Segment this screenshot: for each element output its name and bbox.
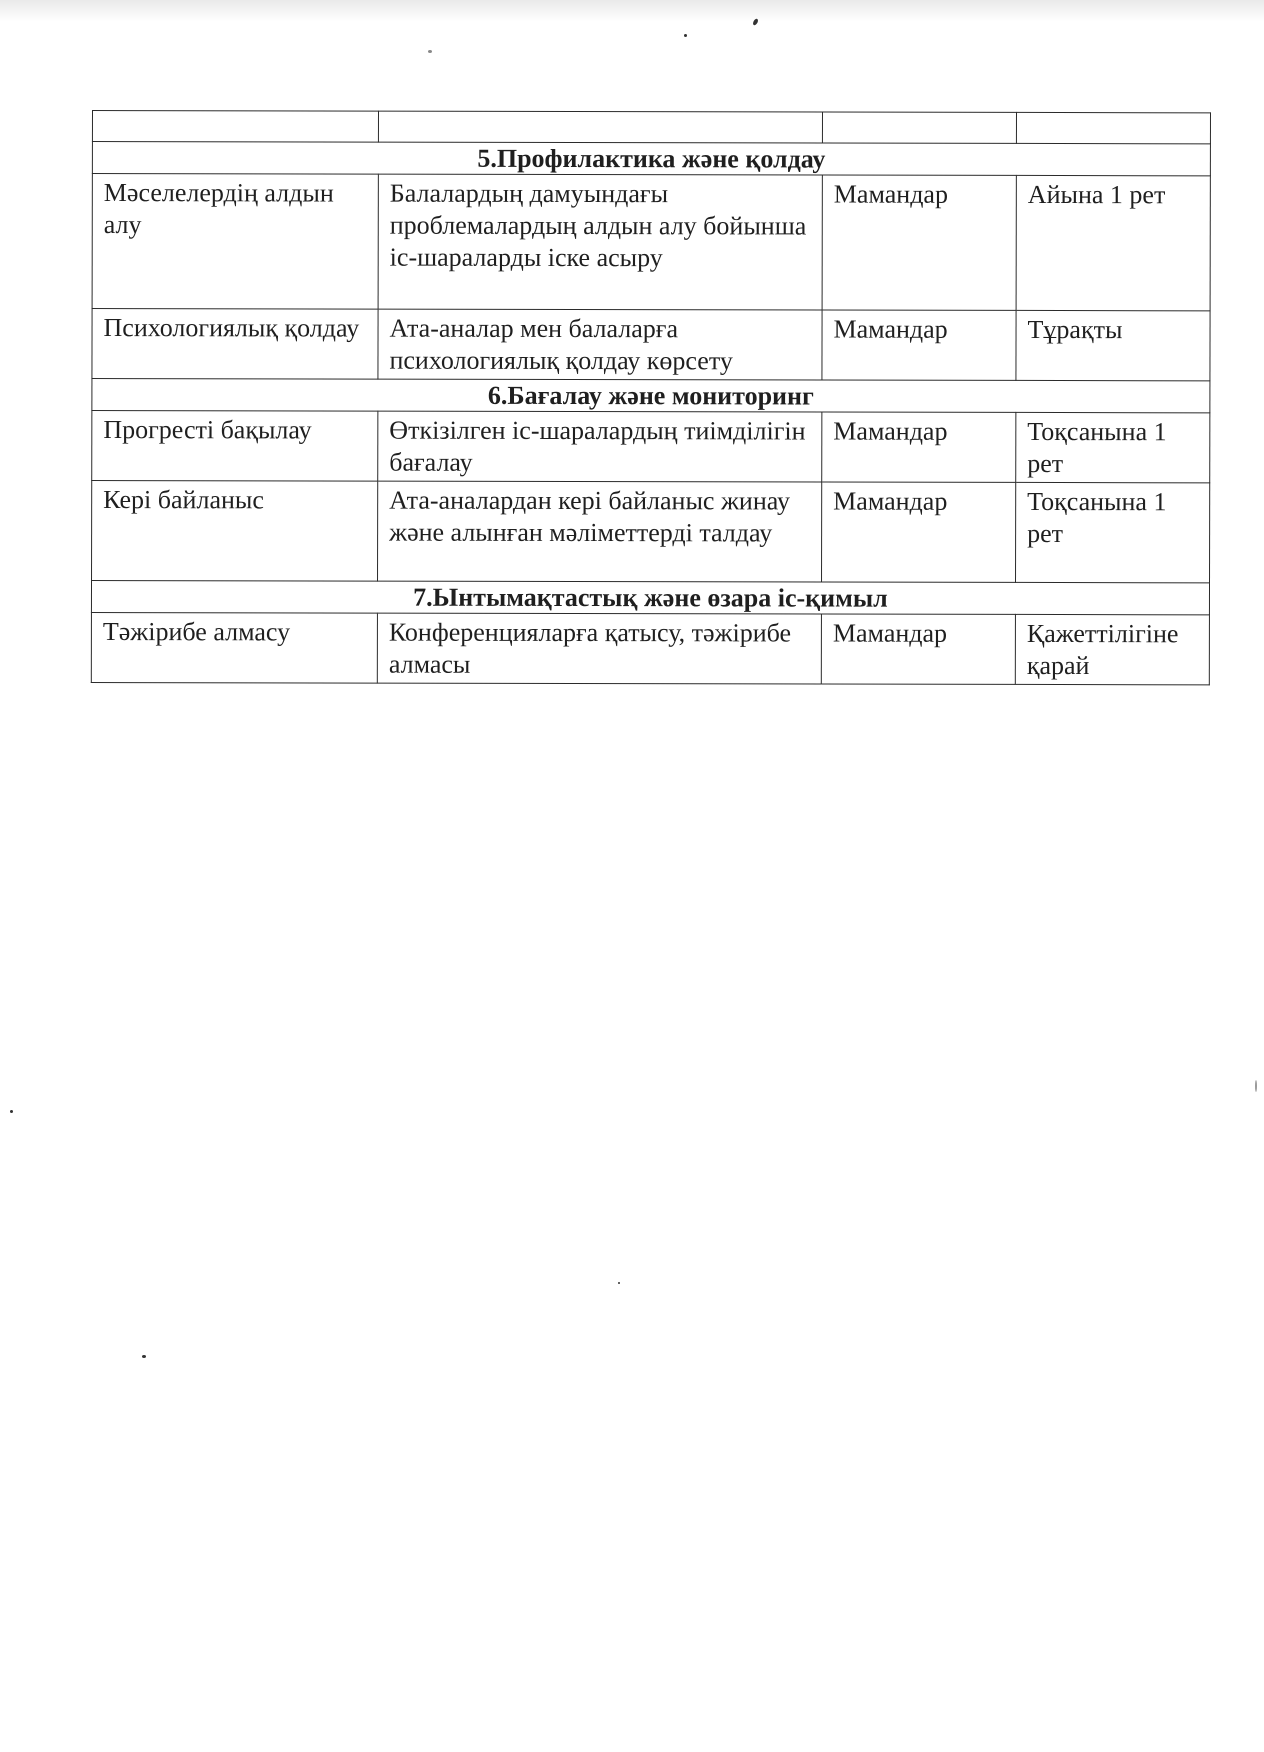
responsible-cell: Мамандар bbox=[821, 614, 1015, 684]
section-header-row bbox=[92, 379, 1210, 413]
activity-cell: Кері байланыс bbox=[92, 481, 378, 582]
responsible-cell: Мамандар bbox=[822, 310, 1016, 380]
empty-cell bbox=[1016, 112, 1210, 143]
description-cell: Ата-аналардан кері байланыс жинау және алынған мәліметтерді талдау bbox=[378, 481, 822, 582]
responsible-cell: Мамандар bbox=[822, 482, 1016, 582]
section-header-row bbox=[91, 581, 1209, 615]
frequency-cell: Айына 1 рет bbox=[1016, 175, 1210, 310]
activity-cell: Психологиялық қолдау bbox=[92, 309, 378, 380]
description-cell: Балалардың дамуындағы проблемалардың алдын алу бойынша іс-шараларды іске асыру bbox=[378, 174, 822, 310]
frequency-cell: Тоқсанына 1 рет bbox=[1016, 482, 1210, 582]
activity-cell: Мәселелердің алдын алу bbox=[92, 174, 378, 310]
empty-cell bbox=[822, 112, 1016, 143]
description-cell: Ата-аналар мен балаларға психологиялық қолдау көрсету bbox=[378, 309, 822, 380]
activity-cell: Тәжірибе алмасу bbox=[91, 612, 377, 683]
table-row bbox=[92, 309, 1210, 381]
table-row bbox=[92, 481, 1210, 583]
table-row bbox=[92, 174, 1210, 311]
scan-edge-shadow bbox=[0, 0, 1264, 22]
frequency-cell: Қажеттілігіне қарай bbox=[1015, 614, 1209, 684]
scan-speck bbox=[142, 1355, 146, 1358]
frequency-cell: Тоқсанына 1 рет bbox=[1016, 412, 1210, 482]
section-title: 7.Ынтымақтастық және өзара іс-қимыл bbox=[91, 581, 1209, 615]
responsible-cell: Мамандар bbox=[822, 175, 1016, 310]
scan-speck bbox=[684, 34, 687, 37]
section-header-row bbox=[92, 142, 1210, 176]
section-title: 6.Бағалау және мониторинг bbox=[92, 379, 1210, 413]
description-cell: Конференцияларға қатысу, тәжірибе алмасы bbox=[377, 613, 821, 684]
activity-plan-table bbox=[91, 110, 1211, 685]
activity-cell: Прогресті бақылау bbox=[92, 411, 378, 482]
scan-speck bbox=[618, 1282, 620, 1284]
empty-cell bbox=[378, 111, 822, 143]
section-title: 5.Профилактика және қолдау bbox=[92, 142, 1210, 176]
table-row-empty bbox=[92, 111, 1210, 144]
description-cell: Өткізілген іс-шаралардың тиімділігін бағалау bbox=[378, 411, 822, 482]
empty-cell bbox=[92, 111, 378, 143]
responsible-cell: Мамандар bbox=[822, 412, 1016, 482]
frequency-cell: Тұрақты bbox=[1016, 310, 1210, 380]
scan-speck bbox=[10, 1110, 13, 1113]
scan-speck bbox=[1255, 1080, 1257, 1092]
table-row bbox=[91, 612, 1209, 684]
table-row bbox=[92, 411, 1210, 483]
scan-speck bbox=[428, 50, 432, 53]
